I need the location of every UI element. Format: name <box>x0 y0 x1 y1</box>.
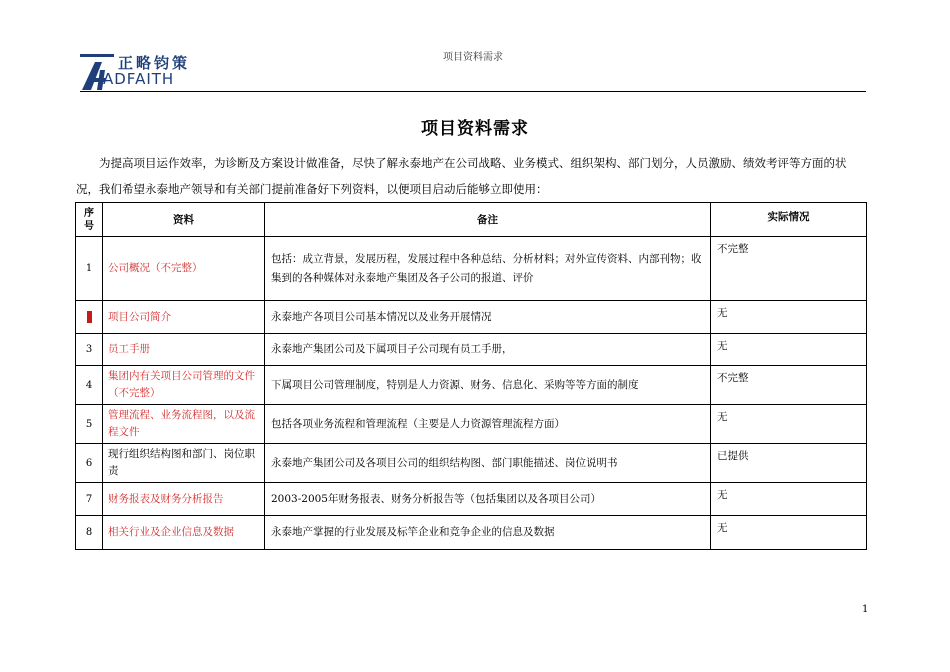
page-number: 1 <box>862 604 869 615</box>
row-item: 集团内有关项目公司管理的文件（不完整） <box>103 366 265 405</box>
row-number: 1 <box>76 237 103 301</box>
page-header <box>80 40 866 92</box>
column-header-no: 序号 <box>76 203 103 237</box>
row-status: 无 <box>711 405 867 444</box>
row-item: 财务报表及财务分析报告 <box>103 483 265 516</box>
document-title: 项目资料需求 <box>421 119 529 139</box>
table-row <box>76 444 867 483</box>
row-status: 无 <box>711 483 867 516</box>
column-header-status: 实际情况 <box>711 203 867 237</box>
row-item: 项目公司简介 <box>103 301 265 334</box>
table-row <box>76 334 867 366</box>
intro-paragraph: 为提高项目运作效率，为诊断及方案设计做准备，尽快了解永泰地产在公司战略、业务模式、组织架构、部门划分，人员激励、绩效考评等方面的状况，我们希望永泰地产领导和有关部门提前准备好下列资料，以便项目启动后能够立即使用： <box>76 156 847 196</box>
row-item: 现行组织结构图和部门、岗位职责 <box>103 444 265 483</box>
table-row <box>76 301 867 334</box>
logo-chinese-name: 正略钧策 <box>118 54 191 72</box>
row-item: 员工手册 <box>103 334 265 366</box>
row-note: 下属项目公司管理制度，特别是人力资源、财务、信息化、采购等等方面的制度 <box>265 366 711 405</box>
row-note: 包括各项业务流程和管理流程（主要是人力资源管理流程方面） <box>265 405 711 444</box>
row-status: 无 <box>711 516 867 550</box>
header-title: 项目资料需求 <box>443 52 503 63</box>
header-divider <box>80 91 866 92</box>
row-note: 2003-2005年财务报表、财务分析报告等（包括集团以及各项目公司） <box>265 483 711 516</box>
row-note: 永泰地产各项目公司基本情况以及业务开展情况 <box>265 301 711 334</box>
row-status: 不完整 <box>711 366 867 405</box>
row-item: 公司概况（不完整） <box>103 237 265 301</box>
row-note: 永泰地产集团公司及下属项目子公司现有员工手册， <box>265 334 711 366</box>
row-number: 4 <box>76 366 103 405</box>
row-status: 无 <box>711 301 867 334</box>
column-header-note: 备注 <box>265 203 711 237</box>
table-row <box>76 516 867 550</box>
row-number: 5 <box>76 405 103 444</box>
column-header-item: 资料 <box>103 203 265 237</box>
row-note: 包括：成立背景，发展历程，发展过程中各种总结、分析材料；对外宣传资料、内部刊物；收集到的各种媒体对永泰地产集团及各子公司的报道、评价 <box>265 237 711 301</box>
row-number: 8 <box>76 516 103 550</box>
logo-english-name: ADFAITH <box>103 70 175 88</box>
row-status: 无 <box>711 334 867 366</box>
table-row <box>76 483 867 516</box>
requirements-table <box>75 202 867 550</box>
table-header-row <box>76 203 867 237</box>
row-note: 永泰地产掌握的行业发展及标竿企业和竞争企业的信息及数据 <box>265 516 711 550</box>
table-row <box>76 237 867 301</box>
row-number <box>76 301 103 334</box>
row-number: 3 <box>76 334 103 366</box>
row-number: 7 <box>76 483 103 516</box>
row-status: 不完整 <box>711 237 867 301</box>
row-status: 已提供 <box>711 444 867 483</box>
table-row <box>76 405 867 444</box>
row-item: 管理流程、业务流程图，以及流程文件 <box>103 405 265 444</box>
row-number: 6 <box>76 444 103 483</box>
table-row <box>76 366 867 405</box>
row-item: 相关行业及企业信息及数据 <box>103 516 265 550</box>
row-note: 永泰地产集团公司及各项目公司的组织结构图、部门职能描述、岗位说明书 <box>265 444 711 483</box>
row-marker-icon <box>87 311 92 323</box>
